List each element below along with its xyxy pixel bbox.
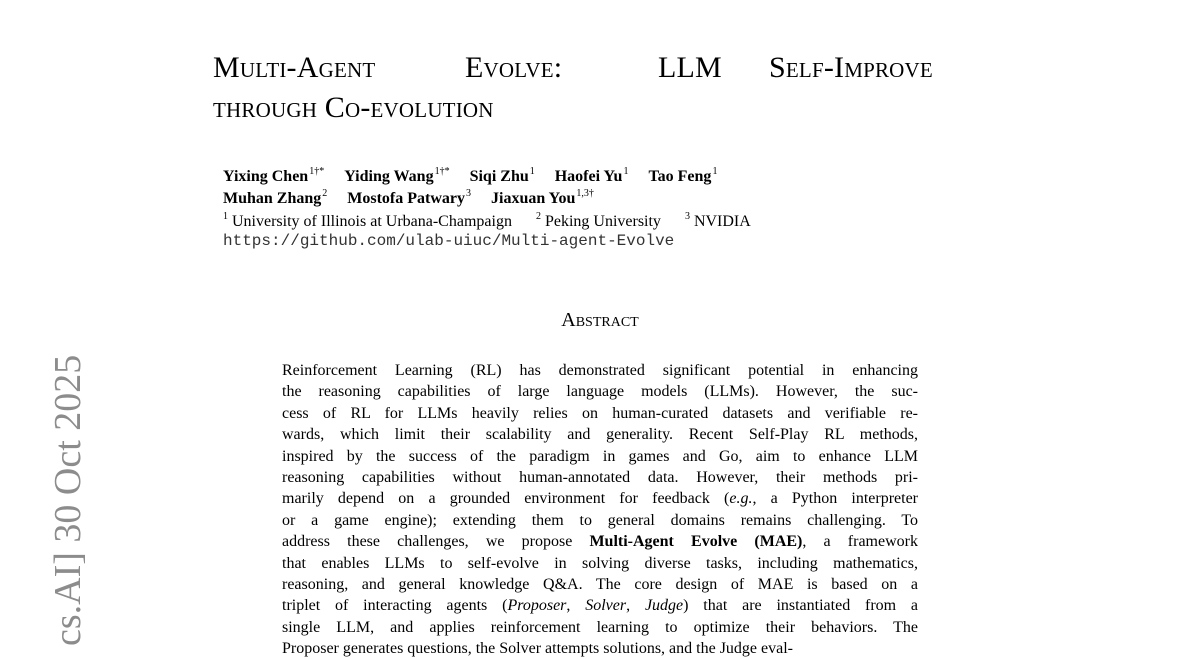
abstract-line: or a game engine); extending them to general domains remains challenging. To [282,511,918,529]
abstract-line: reasoning, and general knowledge Q&A. The core design of MAE is based on a [282,575,918,593]
author: Muhan Zhang$^2$ [223,188,328,207]
abstract-line: the reasoning capabilities of large language models (LLMs). However, the suc- [282,383,918,401]
affiliations [223,206,771,233]
abstract-line: single LLM, and applies reinforcement learning to optimize their behaviors. The [282,618,918,636]
author: Tao Feng$^1$ [648,166,718,185]
abstract-line: cess of RL for LLMs heavily relies on human-curated datasets and verifiable re- [282,404,918,422]
abstract-line: inspired by the success of the paradigm in games and Go, aim to enhance LLM [282,447,918,465]
title-word: Evolve: [465,51,563,84]
abstract-line: Proposer generates questions, the Solver attempts solutions, and the Judge eval- [282,640,794,658]
author: Haofei Yu$^1$ [554,166,629,185]
abstract-line: address these challenges, we propose Multi-Agent Evolve (MAE), a framework [282,533,918,551]
author: Mostofa Patwary$^3$ [347,188,472,207]
title-word: LLM [658,51,722,84]
author: Yixing Chen$^{1\dagger*}$ [223,166,325,185]
abstract-line: marily depend on a grounded environment for feedback (e.g., a Python interpreter [282,490,918,508]
affiliation: $^1$ University of Illinois at Urbana-Champaign [223,211,512,230]
affiliation: $^2$ Peking University [535,211,661,230]
abstract-body [282,360,918,659]
abstract-line: wards, which limit their scalability and generality. Recent Self-Play RL methods, [282,426,918,444]
author: Yiding Wang$^{1\dagger*}$ [344,166,450,185]
title-line-1 [213,51,933,85]
author: Siqi Zhu$^1$ [469,166,535,185]
author: Jiaxuan You$^{1,3\dagger}$ [491,188,594,207]
abstract-line: that enables LLMs to self-evolve in solving diverse tasks, including mathematics, [282,554,918,572]
title-word: Multi-Agent [213,51,376,84]
affiliation: $^3$ NVIDIA [684,211,751,230]
abstract-line: reasoning capabilities without human-annotated data. However, their methods pri- [282,468,918,486]
arxiv-stamp: cs.AI] 30 Oct 2025 [47,354,89,646]
repo-link[interactable]: https://github.com/ulab-uiuc/Multi-agent-Evolve [223,232,675,250]
abstract-line: Reinforcement Learning (RL) has demonstrated significant potential in enhancing [282,362,918,379]
title-line-2: through Co-evolution [213,91,494,124]
abstract-line: triplet of interacting agents (Proposer, Solver, Judge) that are instantiated from a [282,597,919,615]
abstract-heading: Abstract [561,309,639,331]
title-word: Self-Improve [769,51,933,84]
